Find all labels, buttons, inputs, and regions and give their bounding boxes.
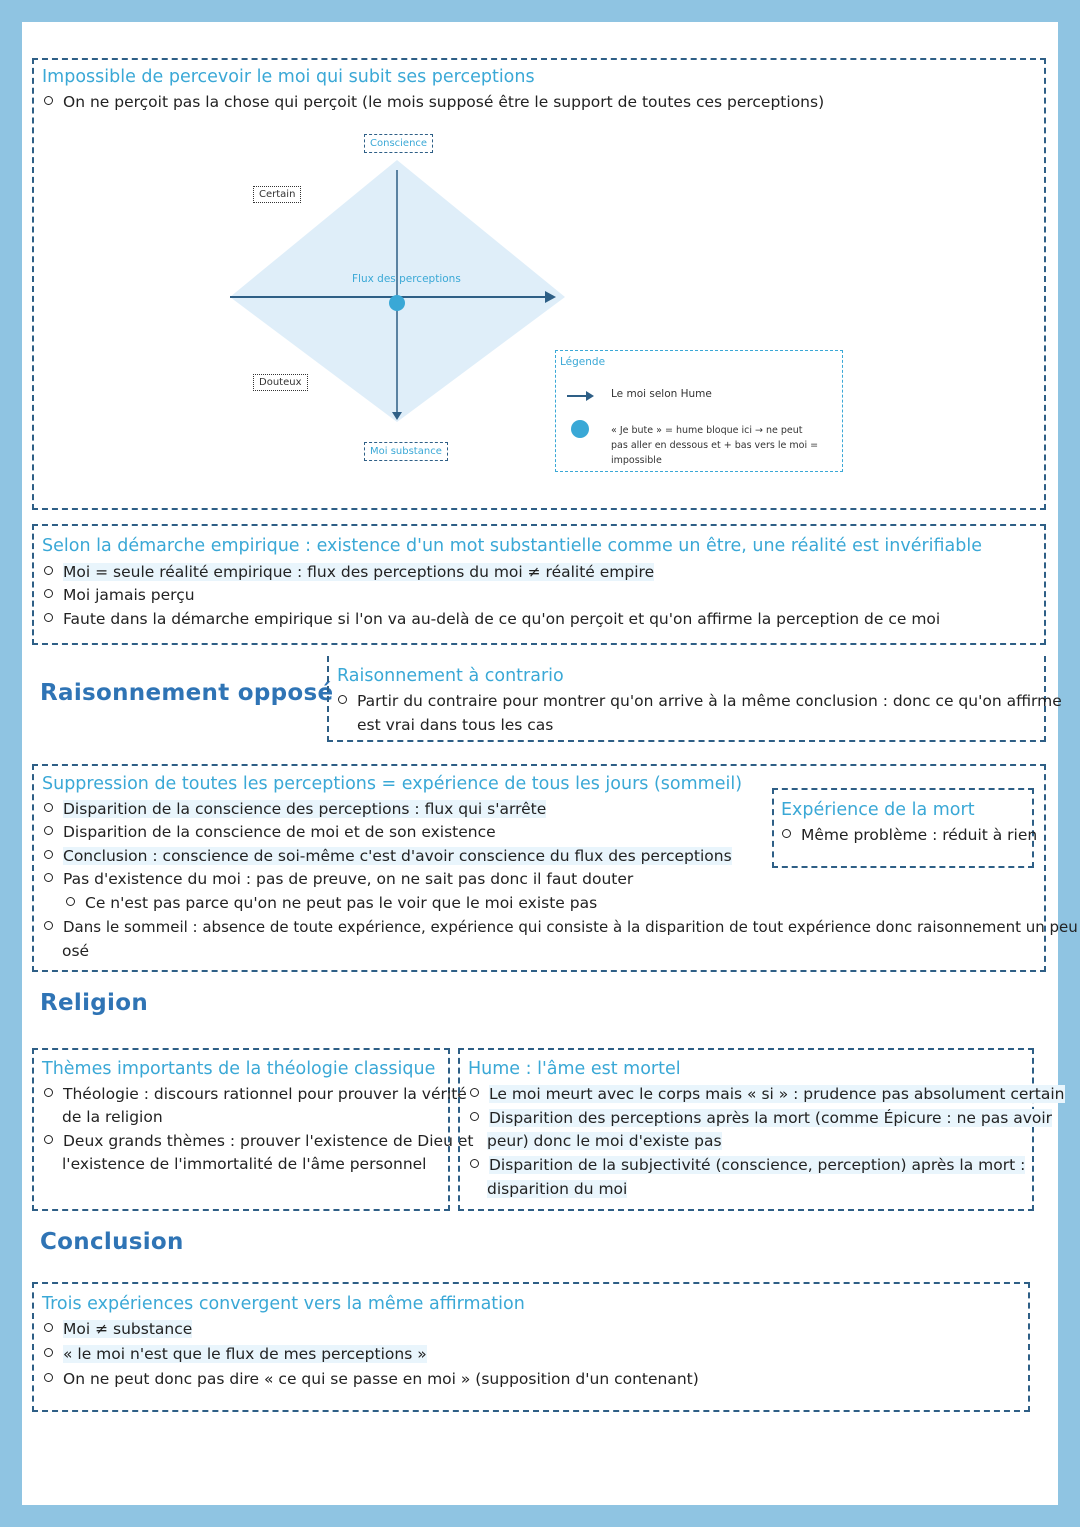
- contrario-title: Raisonnement à contrario: [337, 666, 564, 686]
- contrario-bullet-cont: est vrai dans tous les cas: [357, 716, 554, 734]
- suppression-bullet: Pas d'existence du moi : pas de preuve, on ne sait pas donc il faut douter: [44, 870, 633, 888]
- hume-bullet-cont: disparition du moi: [487, 1180, 628, 1198]
- legend-dot-icon: [570, 419, 590, 439]
- bullet-icon: [44, 873, 53, 882]
- section-suppression-title: Suppression de toutes les perceptions = expérience de tous les jours (sommeil): [42, 774, 743, 794]
- conclusion-title: Trois expériences convergent vers la même affirmation: [42, 1294, 525, 1314]
- hume-bullet: Disparition de la subjectivité (conscience, perception) après la mort :: [470, 1156, 1025, 1174]
- theologie-title: Thèmes importants de la théologie classique: [42, 1059, 436, 1079]
- bullet-icon: [338, 695, 347, 704]
- bullet-icon: [44, 826, 53, 835]
- empirique-bullet: Moi jamais perçu: [44, 586, 195, 604]
- hume-title: Hume : l'âme est mortel: [468, 1059, 681, 1079]
- block-point-icon: [389, 295, 405, 311]
- bullet-icon: [470, 1088, 479, 1097]
- diagram-label-moi-substance: Moi substance: [364, 442, 448, 461]
- bullet-icon: [44, 1348, 53, 1357]
- hume-bullet: Disparition des perceptions après la mort (comme Épicure : ne pas avoir: [470, 1109, 1052, 1127]
- bullet-icon: [470, 1159, 479, 1168]
- diagram-label-certain: Certain: [253, 186, 301, 203]
- bullet-icon: [44, 921, 53, 930]
- mort-bullet: Même problème : réduit à rien: [782, 826, 1037, 844]
- bullet-icon: [44, 1323, 53, 1332]
- conclusion-bullet: On ne peut donc pas dire « ce qui se passe en moi » (supposition d'un contenant): [44, 1370, 699, 1388]
- suppression-bullet: Dans le sommeil : absence de toute expérience, expérience qui consiste à la disparition de tout expérience donc raisonnement un peu: [44, 918, 1078, 936]
- suppression-bullet: Disparition de la conscience des perceptions : flux qui s'arrête: [44, 800, 546, 818]
- heading-conclusion: Conclusion: [40, 1229, 184, 1255]
- conclusion-bullet: Moi ≠ substance: [44, 1320, 192, 1338]
- mort-title: Expérience de la mort: [781, 800, 975, 820]
- legend-arrow-text: Le moi selon Hume: [611, 388, 712, 400]
- bullet-icon: [470, 1112, 479, 1121]
- bullet-icon: [44, 850, 53, 859]
- legend-dot-text-3: impossible: [611, 455, 662, 466]
- conclusion-bullet: « le moi n'est que le flux de mes perceptions »: [44, 1345, 427, 1363]
- hume-bullet-cont: peur) donc le moi d'existe pas: [487, 1132, 722, 1150]
- bullet-icon: [44, 589, 53, 598]
- bullet-icon: [66, 897, 75, 906]
- legend-title: Légende: [560, 356, 606, 368]
- theologie-bullet-cont: de la religion: [62, 1108, 163, 1126]
- hume-bullet: Le moi meurt avec le corps mais « si » : prudence pas absolument certain: [470, 1085, 1065, 1103]
- heading-religion: Religion: [40, 990, 148, 1016]
- bullet-icon: [44, 566, 53, 575]
- bullet-icon: [44, 1373, 53, 1382]
- empirique-bullet: Moi = seule réalité empirique : flux des perceptions du moi ≠ réalité empire: [44, 563, 654, 581]
- bullet-icon: [44, 96, 53, 105]
- heading-raisonnement-oppose: Raisonnement opposé: [40, 680, 334, 706]
- suppression-bullet-cont: osé: [62, 942, 90, 960]
- bullet-icon: [44, 803, 53, 812]
- contrario-bullet: Partir du contraire pour montrer qu'on arrive à la même conclusion : donc ce qu'on affirme: [338, 692, 1062, 710]
- bullet-icon: [44, 1135, 53, 1144]
- theologie-bullet-cont: l'existence de l'immortalité de l'âme personnel: [62, 1155, 427, 1173]
- diagram-label-conscience: Conscience: [364, 134, 433, 153]
- bullet-icon: [44, 1088, 53, 1097]
- bullet-icon: [44, 613, 53, 622]
- diagram-label-flux: Flux des perceptions: [352, 273, 461, 285]
- legend-arrow-icon: [566, 388, 596, 404]
- bullet-icon: [782, 829, 791, 838]
- suppression-bullet: Disparition de la conscience de moi et de son existence: [44, 823, 496, 841]
- theologie-bullet: Théologie : discours rationnel pour prouver la vérité: [44, 1085, 467, 1103]
- legend-dot-text-2: pas aller en dessous et + bas vers le moi =: [611, 440, 819, 451]
- suppression-bullet: Conclusion : conscience de soi-même c'est d'avoir conscience du flux des perceptions: [44, 847, 732, 865]
- theologie-bullet: Deux grands thèmes : prouver l'existence de Dieu et: [44, 1132, 473, 1150]
- section-empirique-title: Selon la démarche empirique : existence d'un mot substantielle comme un être, une réalité est invérifiable: [42, 536, 983, 556]
- legend-dot-text-1: « Je bute » = hume bloque ici → ne peut: [611, 425, 803, 436]
- diagram-legend: [555, 350, 843, 472]
- section-perception-title: Impossible de percevoir le moi qui subit ses perceptions: [42, 67, 535, 87]
- empirique-bullet: Faute dans la démarche empirique si l'on va au-delà de ce qu'on perçoit et qu'on affirme la perception de ce moi: [44, 610, 940, 628]
- diagram-label-douteux: Douteux: [253, 374, 308, 391]
- suppression-sub-bullet: Ce n'est pas parce qu'on ne peut pas le voir que le moi existe pas: [66, 894, 597, 912]
- section-perception-bullet: On ne perçoit pas la chose qui perçoit (le mois supposé être le support de toutes ces perceptions): [44, 93, 824, 111]
